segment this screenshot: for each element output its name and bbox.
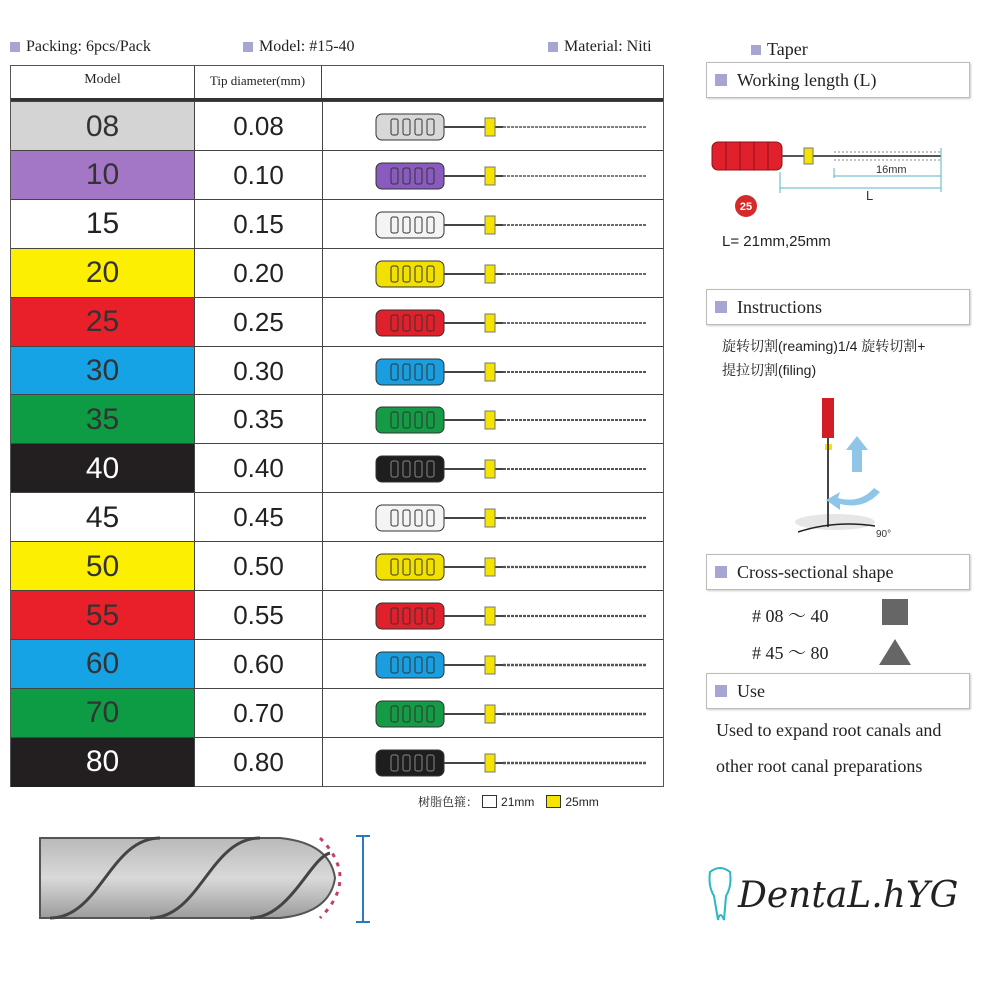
use-line1: Used to expand root canals and [716,720,942,740]
tip-diameter-cell: 0.15 [194,200,323,249]
model-text: Model: #15-40 [259,38,355,55]
model-cell: 50 [11,542,194,591]
bullet-square-icon [715,74,727,86]
legend-label: 树脂色箍： [418,795,479,809]
taper-info [751,39,808,60]
cross-section-row1: # 08 ～ 40 [752,606,829,626]
table-row [11,394,663,444]
working-length-diagram [706,128,976,228]
bullet-square-icon [10,42,20,52]
tip-diameter-cell: 0.60 [194,640,323,689]
instructions-line2: 提拉切割(filing) [722,362,817,378]
table-row [11,737,663,787]
rubber-stop [485,656,495,674]
table-row [11,297,663,347]
file-illustration [373,542,663,591]
model-cell: 45 [11,493,194,542]
tip-diameter-cell: 0.70 [194,689,323,738]
instructions-line1: 旋转切割(reaming)1/4 旋转切割+ [722,338,926,354]
tip-diameter-cell: 0.25 [194,298,323,347]
rotation-diagram [790,392,910,542]
table-row [11,688,663,738]
rubber-stop [485,607,495,625]
logo-text: DentaL.hYG [738,874,959,916]
tip-diameter-cell: 0.55 [194,591,323,640]
rubber-stop [485,118,495,136]
rubber-stop [485,411,495,429]
file-size-table [10,65,664,787]
table-row [11,590,663,640]
rubber-stop [485,460,495,478]
legend-21mm: 21mm [501,794,535,809]
bullet-square-icon [715,301,727,313]
table-header [11,66,663,101]
model-cell: 08 [11,102,194,151]
triangle-shape-icon [879,639,911,665]
tooth-icon [706,866,734,924]
material-text: Material: Niti [564,38,652,55]
file-illustration [373,151,663,200]
legend-yellow-box-icon [546,795,561,808]
handle-color-legend [418,793,599,810]
dental-logo [706,866,958,924]
file-illustration [373,395,663,444]
use-title: Use [737,680,765,701]
tip-diameter-cell: 0.10 [194,151,323,200]
model-cell: 80 [11,738,194,787]
rubber-stop [485,558,495,576]
square-shape-icon [882,599,908,625]
model-cell: 70 [11,689,194,738]
table-row [11,150,663,200]
instructions-header [706,289,970,325]
legend-25mm: 25mm [565,794,599,809]
file-illustration [373,640,663,689]
rubber-stop [485,265,495,283]
tip-diameter-cell: 0.80 [194,738,323,787]
model-cell: 35 [11,395,194,444]
model-cell: 60 [11,640,194,689]
tip-diameter-cell: 0.08 [194,102,323,151]
packing-info [10,38,151,56]
rubber-stop [485,754,495,772]
table-row [11,492,663,542]
size-badge: 25 [739,201,753,213]
file-illustration [373,444,663,493]
model-cell: 20 [11,249,194,298]
legend-white-box-icon [482,795,497,808]
packing-text: Packing: 6pcs/Pack [26,38,151,55]
table-row [11,541,663,591]
model-cell: 15 [11,200,194,249]
model-cell: 55 [11,591,194,640]
file-illustration [373,298,663,347]
bullet-square-icon [243,42,253,52]
table-row [11,443,663,493]
table-row [11,248,663,298]
file-illustration [373,347,663,396]
rubber-stop [485,705,495,723]
header-divider [194,66,195,98]
dim-l-label: L [866,188,874,203]
dim-16mm-label: 16mm [876,164,907,176]
working-length-text: L= 21mm,25mm [722,233,831,250]
bullet-square-icon [548,42,558,52]
model-cell: 25 [11,298,194,347]
taper-text: Taper [767,39,808,59]
header-divider [321,66,322,98]
table-row [11,199,663,249]
tip-diameter-cell: 0.35 [194,395,323,444]
working-length-title: Working length (L) [737,69,877,90]
table-row [11,101,663,151]
use-line2: other root canal preparations [716,756,923,776]
model-cell: 30 [11,347,194,396]
twisted-file-illustration [30,818,370,938]
working-length-header [706,62,970,98]
model-cell: 40 [11,444,194,493]
rubber-stop [485,314,495,332]
bullet-square-icon [751,45,761,55]
file-illustration [373,591,663,640]
rubber-stop [485,167,495,185]
file-illustration [373,249,663,298]
model-cell: 10 [11,151,194,200]
model-info [243,38,355,56]
file-illustration [373,689,663,738]
file-illustration [373,738,663,787]
tip-diameter-cell: 0.20 [194,249,323,298]
rubber-stop [485,509,495,527]
rubber-stop [485,216,495,234]
table-row [11,346,663,396]
instructions-title: Instructions [737,296,822,317]
material-info [548,38,652,56]
cross-section-title: Cross-sectional shape [737,561,894,582]
cross-section-header [706,554,970,590]
bullet-square-icon [715,566,727,578]
tip-diameter-cell: 0.40 [194,444,323,493]
table-row [11,639,663,689]
angle-label: 90° [876,529,892,540]
tip-diameter-cell: 0.50 [194,542,323,591]
file-illustration [373,200,663,249]
tip-diameter-cell: 0.30 [194,347,323,396]
file-illustration [373,102,663,151]
header-model: Model [84,72,121,87]
file-illustration [373,493,663,542]
cross-section-row2: # 45 ～ 80 [752,643,829,663]
bullet-square-icon [715,685,727,697]
rubber-stop [485,363,495,381]
tip-diameter-cell: 0.45 [194,493,323,542]
use-header [706,673,970,709]
header-tip-diameter: Tip diameter(mm) [209,73,306,88]
